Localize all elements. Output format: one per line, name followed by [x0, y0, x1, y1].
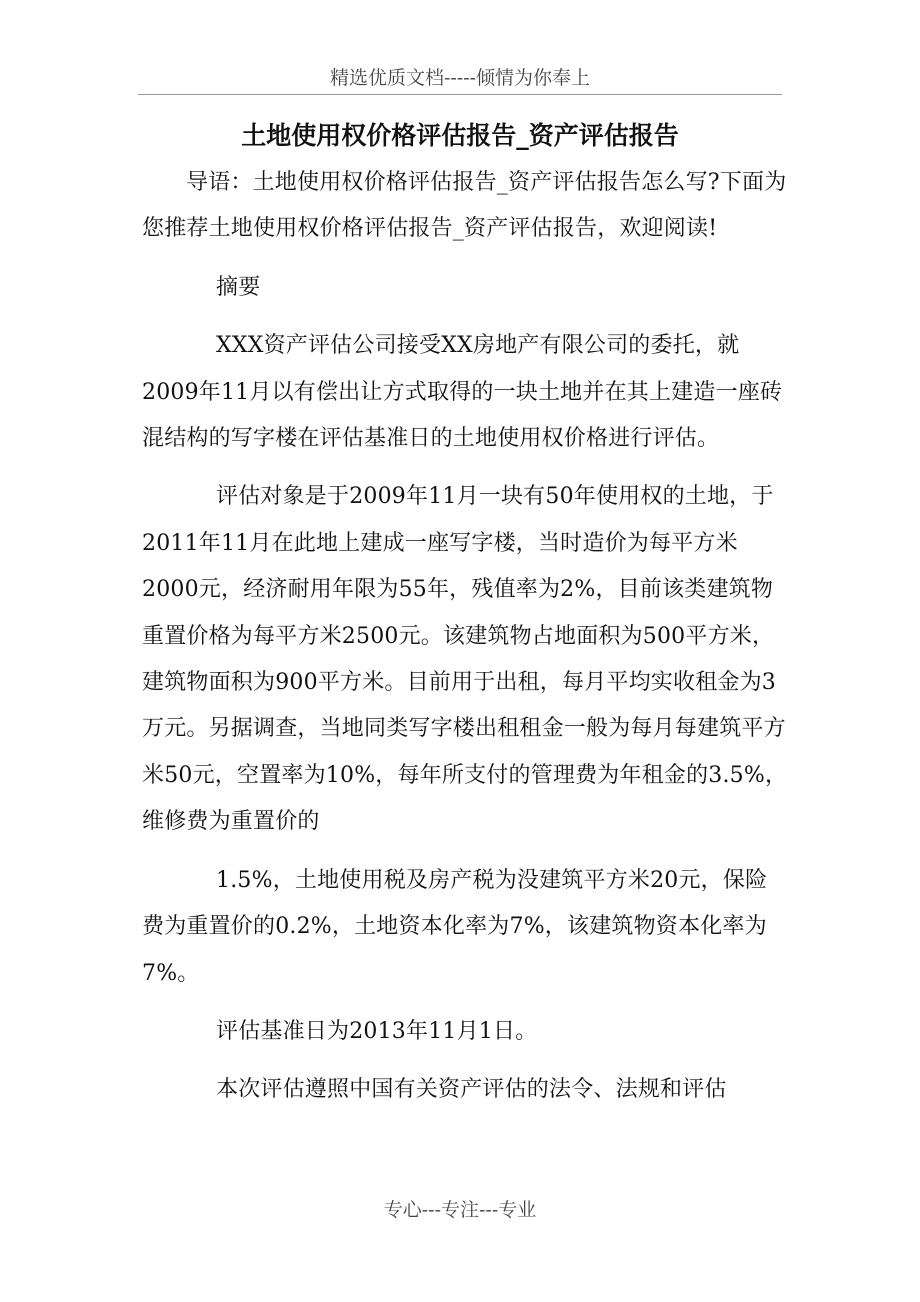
header-divider — [138, 94, 782, 95]
paragraph-basis: 本次评估遵照中国有关资产评估的法令、法规和评估 — [216, 1077, 727, 1103]
paragraph-costs: 1.5%，土地使用税及房产税为没建筑平方米20元，保险费为重置价的0.2%，土地资本化率为7%，该建筑物资本化率为7%。 — [142, 867, 768, 986]
paragraph-subject: 评估对象是于2009年11月一块有50年使用权的土地，于2011年11月在此地上建成一座写字楼，当时造价为每平方米2000元，经济耐用年限为55年，残值率为2%，目前该类建筑物重置价格为每平方米2500元。该建筑物占地面积为500平方米，建筑物面积为900平方米。目前用于出租，每月平均实收租金为3万元。另据调查，当地同类写字楼出租租金一般为每月每建筑平方米50元，空置率为10%，每年所支付的管理费为年租金的3.5%，维修费为重置价的 — [142, 484, 788, 835]
document-body — [142, 160, 788, 1114]
intro-paragraph: 导语：土地使用权价格评估报告_资产评估报告怎么写?下面为您推荐土地使用权价格评估报告_资产评估报告，欢迎阅读! — [142, 170, 787, 242]
paragraph-commission: XXX资产评估公司接受XX房地产有限公司的委托，就2009年11月以有偿出让方式取得的一块土地并在其上建造一座砖混结构的写字楼在评估基准日的土地使用权价格进行评估。 — [142, 333, 783, 452]
page-header: 精选优质文档-----倾情为你奉上 — [329, 67, 591, 89]
abstract-heading: 摘要 — [216, 274, 261, 300]
paragraph-base-date: 评估基准日为2013年11月1日。 — [216, 1018, 538, 1044]
page-footer: 专心---专注---专业 — [383, 1199, 537, 1221]
document-title: 土地使用权价格评估报告_资产评估报告 — [241, 121, 679, 150]
